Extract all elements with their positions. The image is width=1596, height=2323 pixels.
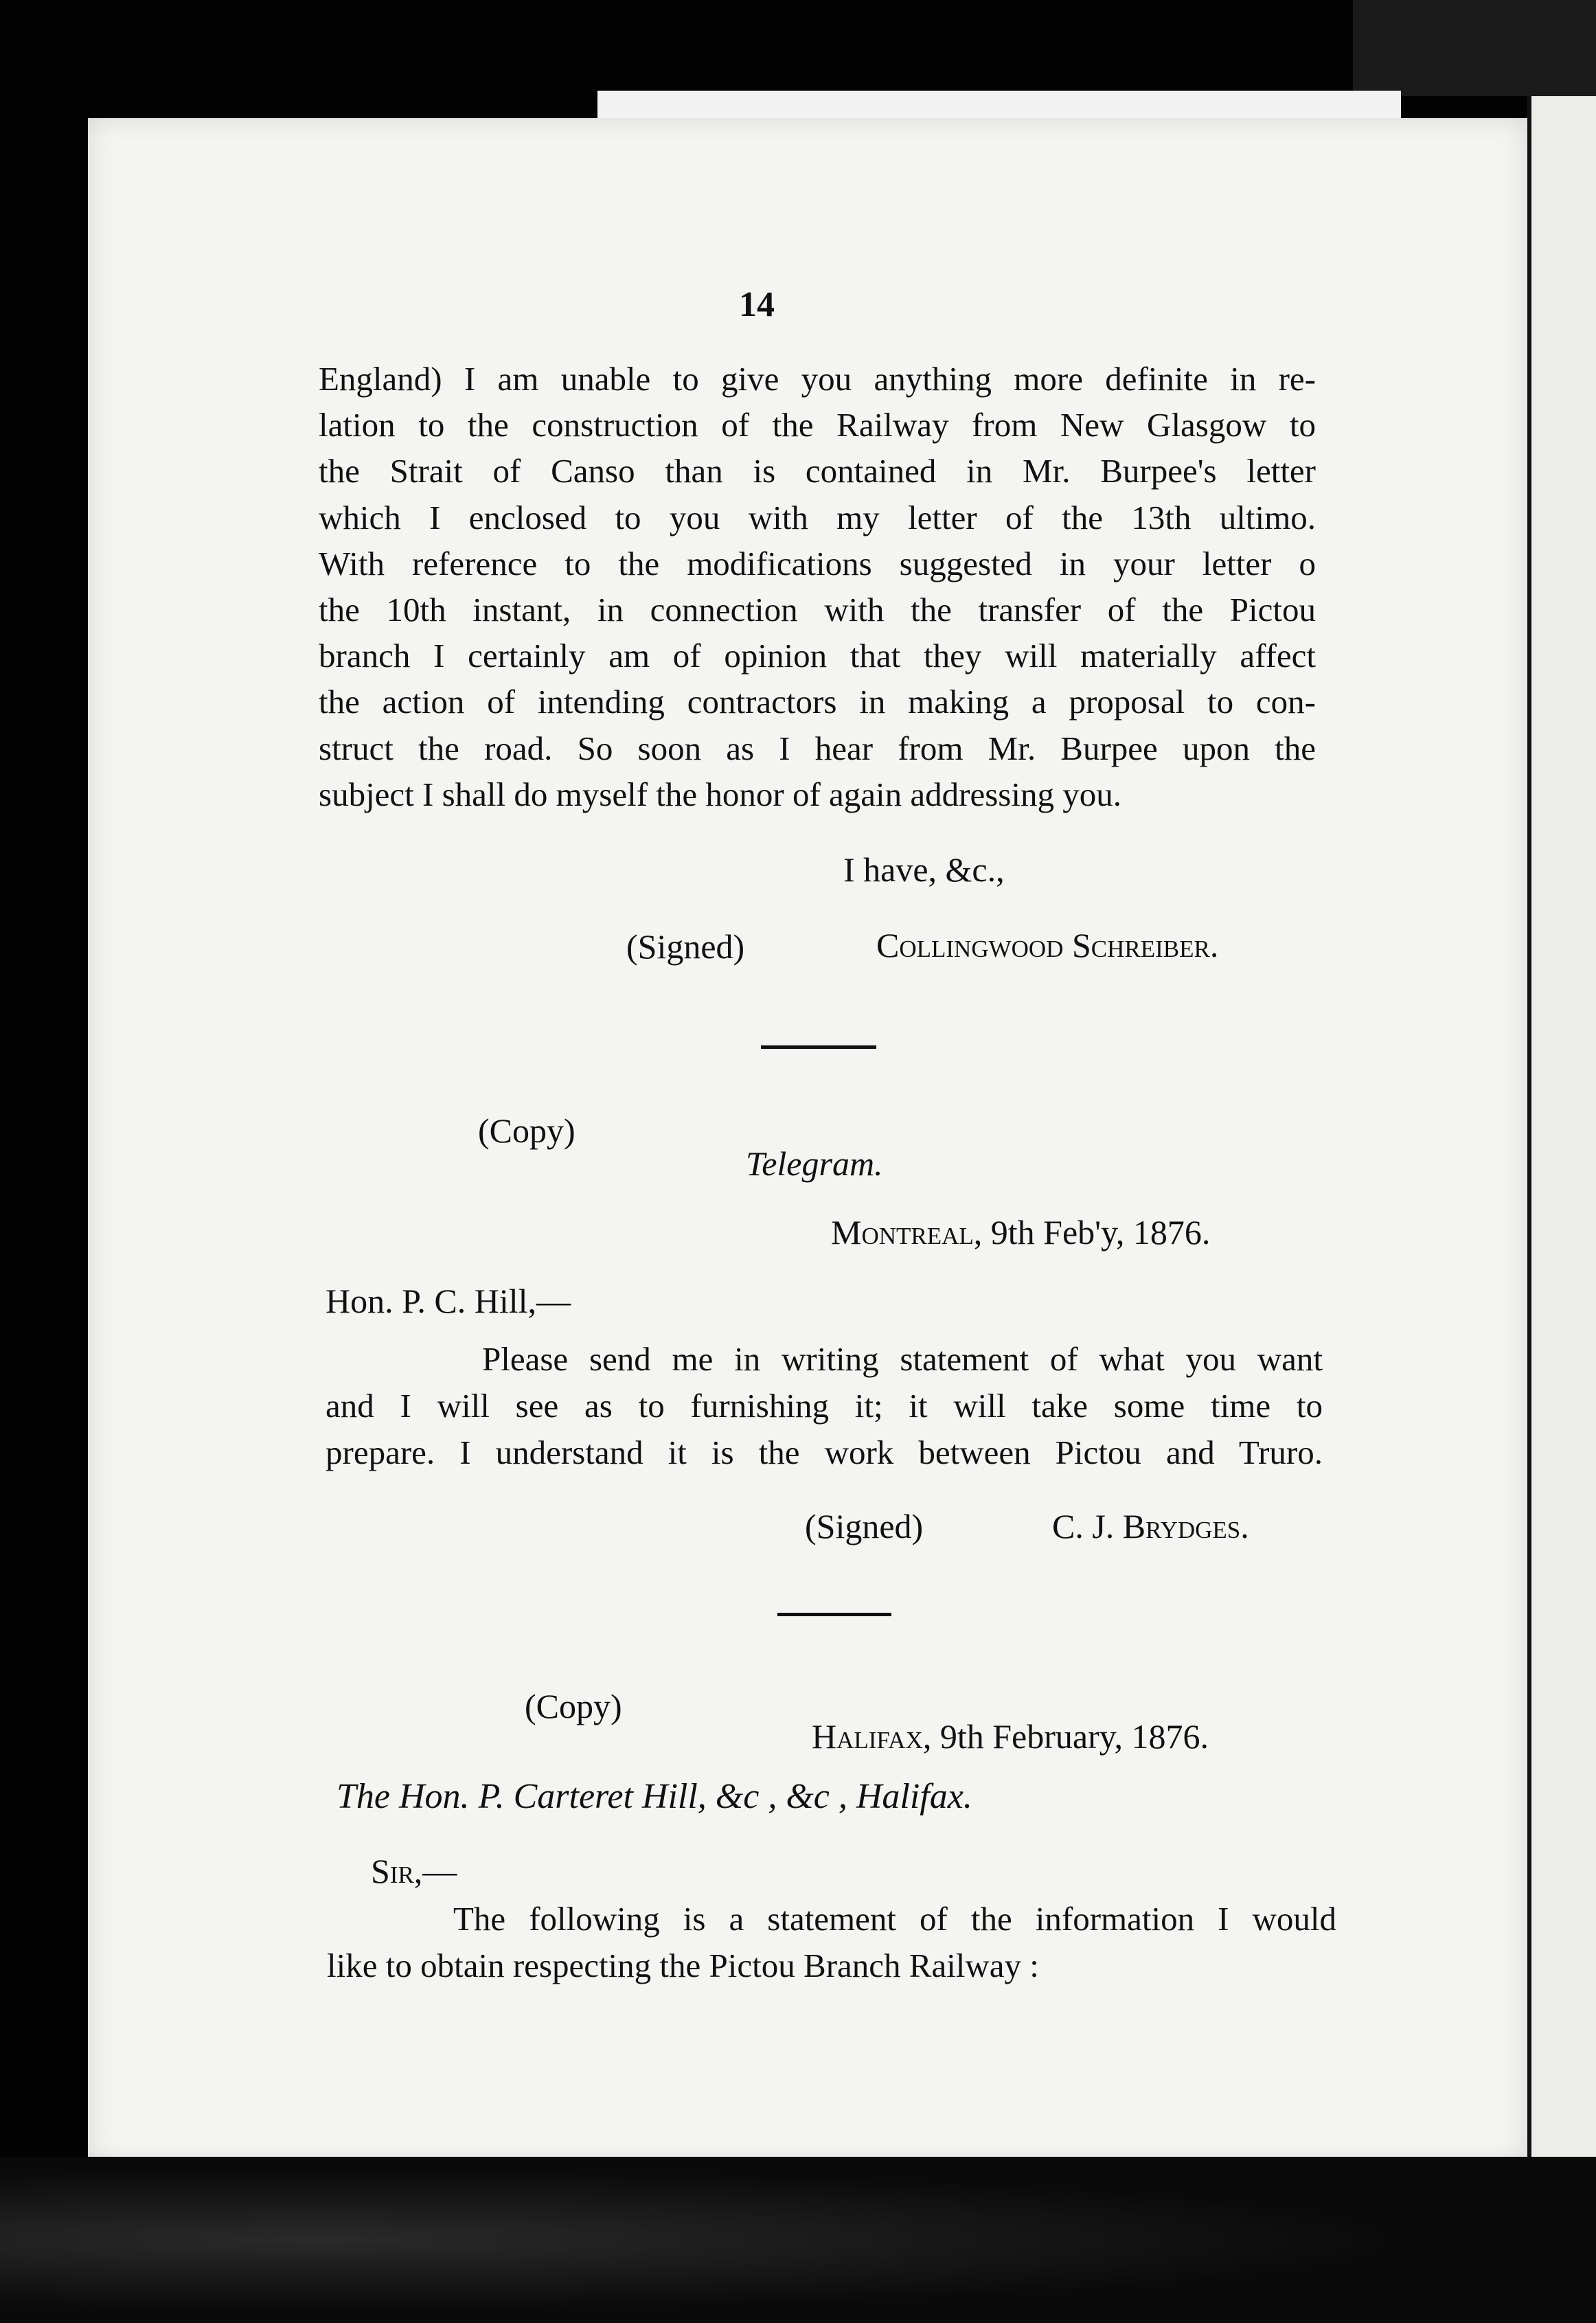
- dateline-place: Montreal,: [831, 1213, 983, 1251]
- closing: I have, &c.,: [843, 850, 1005, 889]
- signed-label: (Signed): [805, 1507, 924, 1545]
- letter-body: [327, 1896, 1336, 1989]
- dateline: [831, 1209, 1210, 1256]
- copy-label: (Copy): [478, 1111, 575, 1150]
- signer-name: Collingwood Schreiber.: [876, 926, 1219, 964]
- section-divider: [777, 1613, 891, 1616]
- dateline-date: 9th Feb'y, 1876.: [990, 1213, 1211, 1251]
- dateline: [812, 1713, 1209, 1760]
- telegram-body: [326, 1336, 1323, 1476]
- telegram-line: and I will see as to furnishing it; it will take some time to: [326, 1387, 1323, 1425]
- letter-line: like to obtain respecting the Pictou Branch Railway :: [327, 1947, 1039, 1984]
- dateline-date: 9th February, 1876.: [939, 1717, 1209, 1756]
- body-line: the 10th instant, in connection with the transfer of the Pictou: [319, 591, 1316, 629]
- facing-page-edge: [1527, 96, 1596, 2157]
- dateline-place: Halifax,: [812, 1717, 932, 1756]
- body-line: lation to the construction of the Railway from New Glasgow to: [319, 406, 1316, 444]
- body-line: the action of intending contractors in making a proposal to con-: [319, 683, 1316, 721]
- body-line: England) I am unable to give you anything more definite in re-: [319, 360, 1316, 398]
- body-line: the Strait of Canso than is contained in Mr. Burpee's letter: [319, 452, 1316, 490]
- addressee: The Hon. P. Carteret Hill, &c , &c , Halifax.: [337, 1777, 972, 1816]
- telegram-line: Please send me in writing statement of what you want: [482, 1340, 1323, 1378]
- scan-border-top-right: [1353, 0, 1596, 96]
- body-paragraph: [319, 356, 1316, 817]
- body-line: struct the road. So soon as I hear from Mr. Burpee upon the: [319, 729, 1316, 767]
- salutation: Sir,—: [371, 1852, 457, 1890]
- body-line: With reference to the modifications suggested in your letter o: [319, 544, 1316, 582]
- section-divider: [761, 1045, 876, 1049]
- signer-name: C. J. Brydges.: [1052, 1507, 1249, 1545]
- body-line: branch I certainly am of opinion that they will materially affect: [319, 637, 1316, 675]
- scan-border-bottom: [0, 2157, 1596, 2323]
- telegram-line: prepare. I understand it is the work between Pictou and Truro.: [326, 1434, 1323, 1471]
- signed-label: (Signed): [626, 927, 745, 966]
- body-line: subject I shall do myself the honor of again addressing you.: [319, 775, 1121, 813]
- body-line: which I enclosed to you with my letter of the 13th ultimo.: [319, 498, 1316, 536]
- telegram-heading: Telegram.: [746, 1144, 883, 1183]
- copy-label: (Copy): [525, 1687, 622, 1725]
- page-number: 14: [739, 285, 775, 324]
- letter-line: The following is a statement of the information I would: [453, 1900, 1336, 1938]
- salutation: Hon. P. C. Hill,—: [326, 1282, 571, 1320]
